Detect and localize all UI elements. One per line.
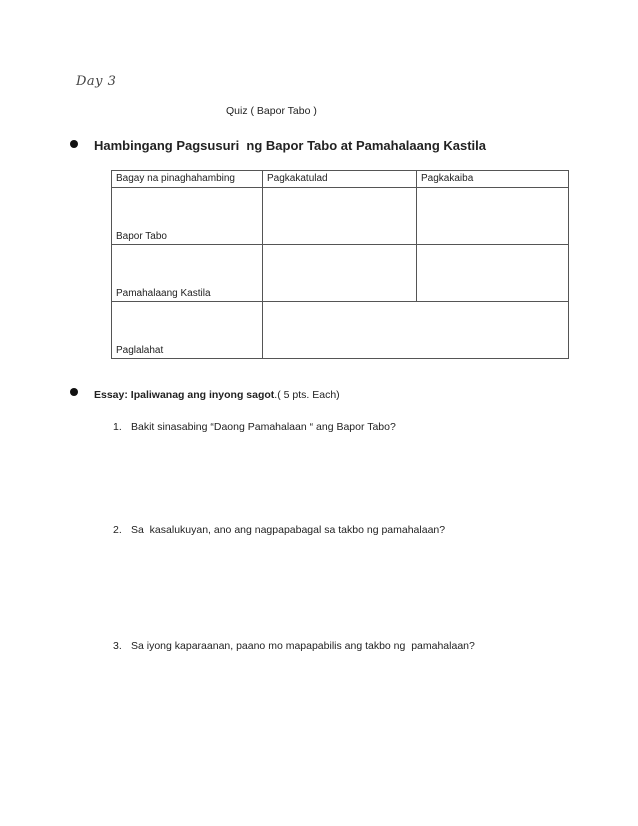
day-label: Day 3 — [76, 74, 117, 89]
essay-question — [113, 524, 445, 536]
essay-question — [113, 421, 396, 433]
table-cell-empty[interactable] — [417, 245, 569, 302]
column-header: Pagkakaiba — [417, 171, 569, 188]
table-row — [112, 245, 569, 302]
table-row — [112, 302, 569, 359]
bullet-icon — [70, 140, 78, 148]
section-heading-comparison — [70, 138, 486, 153]
row-label: Pamahalaang Kastila — [112, 245, 263, 302]
section-heading-essay — [70, 389, 340, 401]
essay-question — [113, 640, 475, 652]
question-number: 2. — [113, 524, 122, 536]
table-cell-empty[interactable] — [417, 188, 569, 245]
question-number: 3. — [113, 640, 122, 652]
essay-heading-bold: Essay: Ipaliwanag ang inyong sagot — [94, 389, 275, 401]
question-text: Bakit sinasabing “Daong Pamahalaan “ ang Bapor Tabo? — [131, 421, 396, 433]
comparison-heading-text: Hambingang Pagsusuri ng Bapor Tabo at Pamahalaang Kastila — [94, 138, 487, 153]
table-cell-empty[interactable] — [263, 302, 569, 359]
comparison-table — [111, 170, 569, 359]
bullet-icon — [70, 388, 78, 396]
question-text: Sa iyong kaparaanan, paano mo mapapabilis ang takbo ng pamahalaan? — [131, 640, 475, 652]
table-cell-empty[interactable] — [263, 245, 417, 302]
quiz-title: Quiz ( Bapor Tabo ) — [226, 105, 317, 117]
column-header: Bagay na pinaghahambing — [112, 171, 263, 188]
question-number: 1. — [113, 421, 122, 433]
column-header: Pagkakatulad — [263, 171, 417, 188]
table-header-row — [112, 171, 569, 188]
row-label: Paglalahat — [112, 302, 263, 359]
row-label: Bapor Tabo — [112, 188, 263, 245]
table-row — [112, 188, 569, 245]
question-text: Sa kasalukuyan, ano ang nagpapabagal sa takbo ng pamahalaan? — [131, 524, 446, 536]
essay-heading-points: .( 5 pts. Each) — [274, 389, 340, 401]
table-cell-empty[interactable] — [263, 188, 417, 245]
